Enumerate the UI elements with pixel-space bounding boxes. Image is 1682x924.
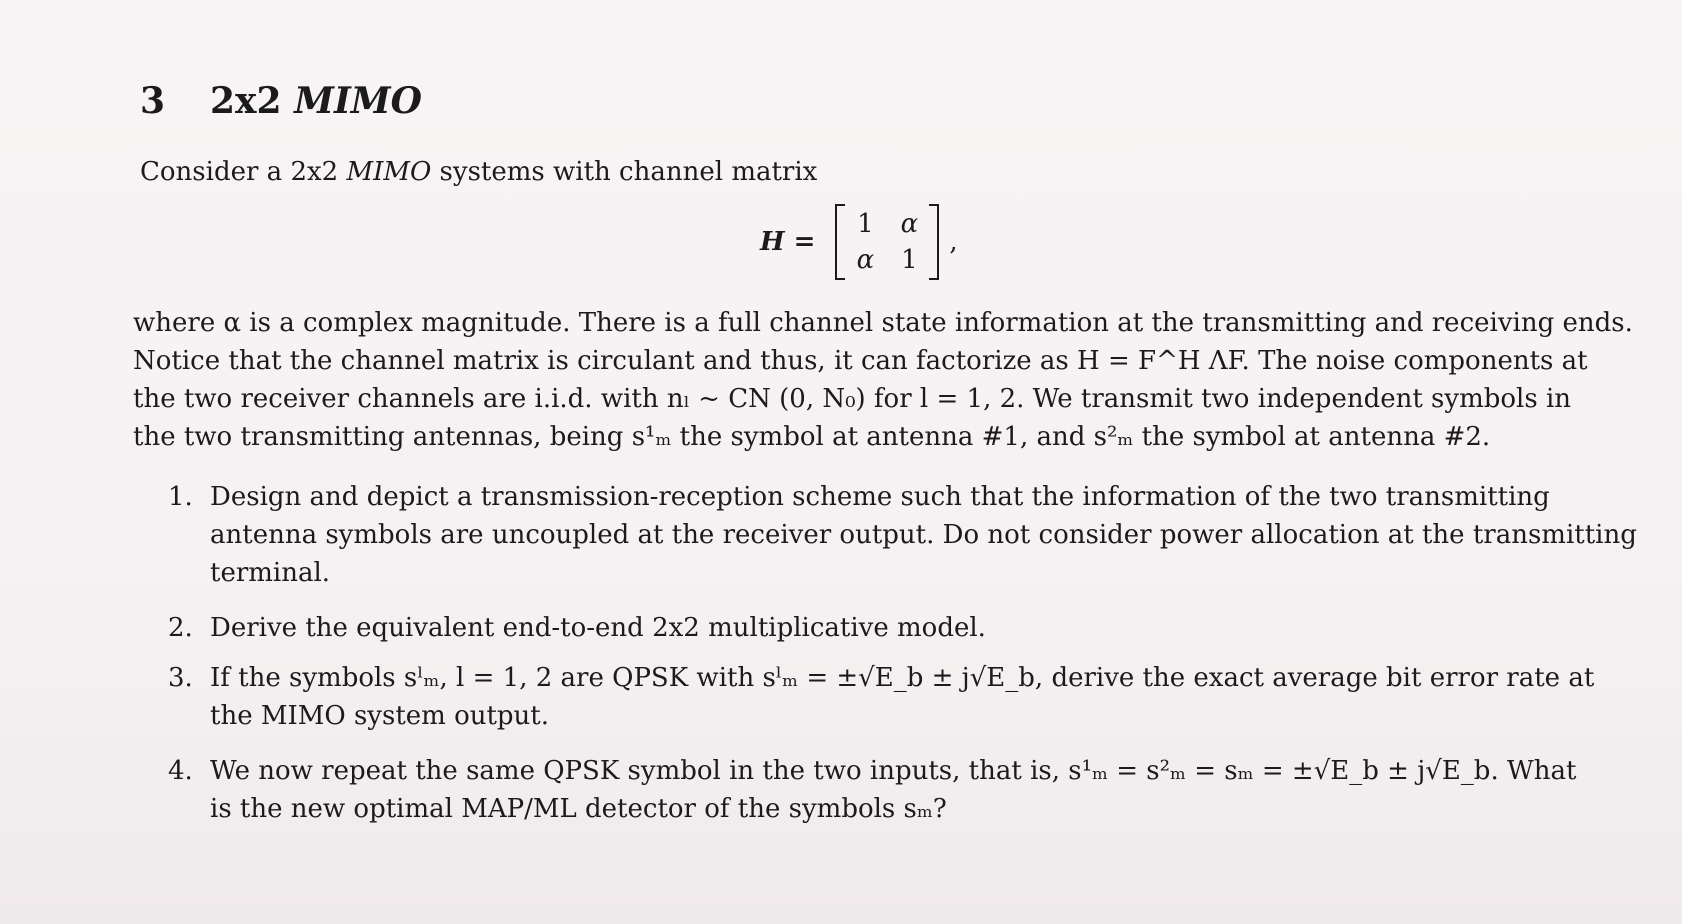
question-number: 3. bbox=[168, 663, 193, 693]
question-line: the MIMO system output. bbox=[210, 701, 550, 731]
question-item bbox=[168, 609, 1573, 647]
paragraph-line: the two transmitting antennas, being s¹ₘ the symbol at antenna #1, and s²ₘ the symbol at antenna #2. bbox=[133, 422, 1491, 452]
question-number: 1. bbox=[168, 482, 193, 512]
question-item bbox=[168, 478, 1637, 592]
paragraph-line: the two receiver channels are i.i.d. with nₗ ~ CN (0, N₀) for l = 1, 2. We transmit two independent symbols in bbox=[133, 384, 1572, 414]
channel-matrix bbox=[835, 204, 939, 280]
question-line: We now repeat the same QPSK symbol in the two inputs, that is, s¹ₘ = s²ₘ = sₘ = ±√E_b ± j√E_b. What bbox=[210, 756, 1577, 786]
section-number: 3 bbox=[140, 80, 166, 122]
equation-lhs: H = bbox=[760, 227, 816, 257]
section-heading bbox=[140, 80, 422, 122]
intro-emphasis: MIMO bbox=[346, 157, 432, 187]
intro-part: systems with channel matrix bbox=[431, 157, 818, 187]
section-title-plain: 2x2 bbox=[210, 80, 295, 122]
question-line: terminal. bbox=[210, 558, 331, 588]
channel-matrix-equation bbox=[760, 202, 958, 282]
question-number: 2. bbox=[168, 613, 193, 643]
matrix-cell: α bbox=[900, 209, 919, 239]
question-line: If the symbols sˡₘ, l = 1, 2 are QPSK with sˡₘ = ±√E_b ± j√E_b, derive the exact average bit error rate at bbox=[210, 663, 1595, 693]
intro-sentence bbox=[140, 157, 817, 187]
problem-paragraph bbox=[133, 304, 1633, 456]
matrix-cell: 1 bbox=[901, 245, 918, 275]
matrix-cell: 1 bbox=[857, 209, 874, 239]
matrix-cell: α bbox=[856, 245, 875, 275]
question-item bbox=[168, 752, 1577, 828]
intro-part: Consider a 2x2 bbox=[140, 157, 347, 187]
question-line: Design and depict a transmission-reception scheme such that the information of the two transmitting bbox=[210, 482, 1550, 512]
question-line: is the new optimal MAP/ML detector of the symbols sₘ? bbox=[210, 794, 947, 824]
equation-comma: , bbox=[949, 227, 958, 257]
question-number: 4. bbox=[168, 756, 193, 786]
paragraph-line: where α is a complex magnitude. There is a full channel state information at the transmitting and receiving ends. bbox=[133, 308, 1633, 338]
paragraph-line: Notice that the channel matrix is circulant and thus, it can factorize as H = F^H ΛF. The noise components at bbox=[133, 346, 1588, 376]
section-title-emphasis: MIMO bbox=[294, 80, 422, 122]
question-item bbox=[168, 659, 1595, 735]
question-line: Derive the equivalent end-to-end 2x2 multiplicative model. bbox=[210, 613, 986, 643]
question-line: antenna symbols are uncoupled at the receiver output. Do not consider power allocation at the transmitting bbox=[210, 520, 1637, 550]
